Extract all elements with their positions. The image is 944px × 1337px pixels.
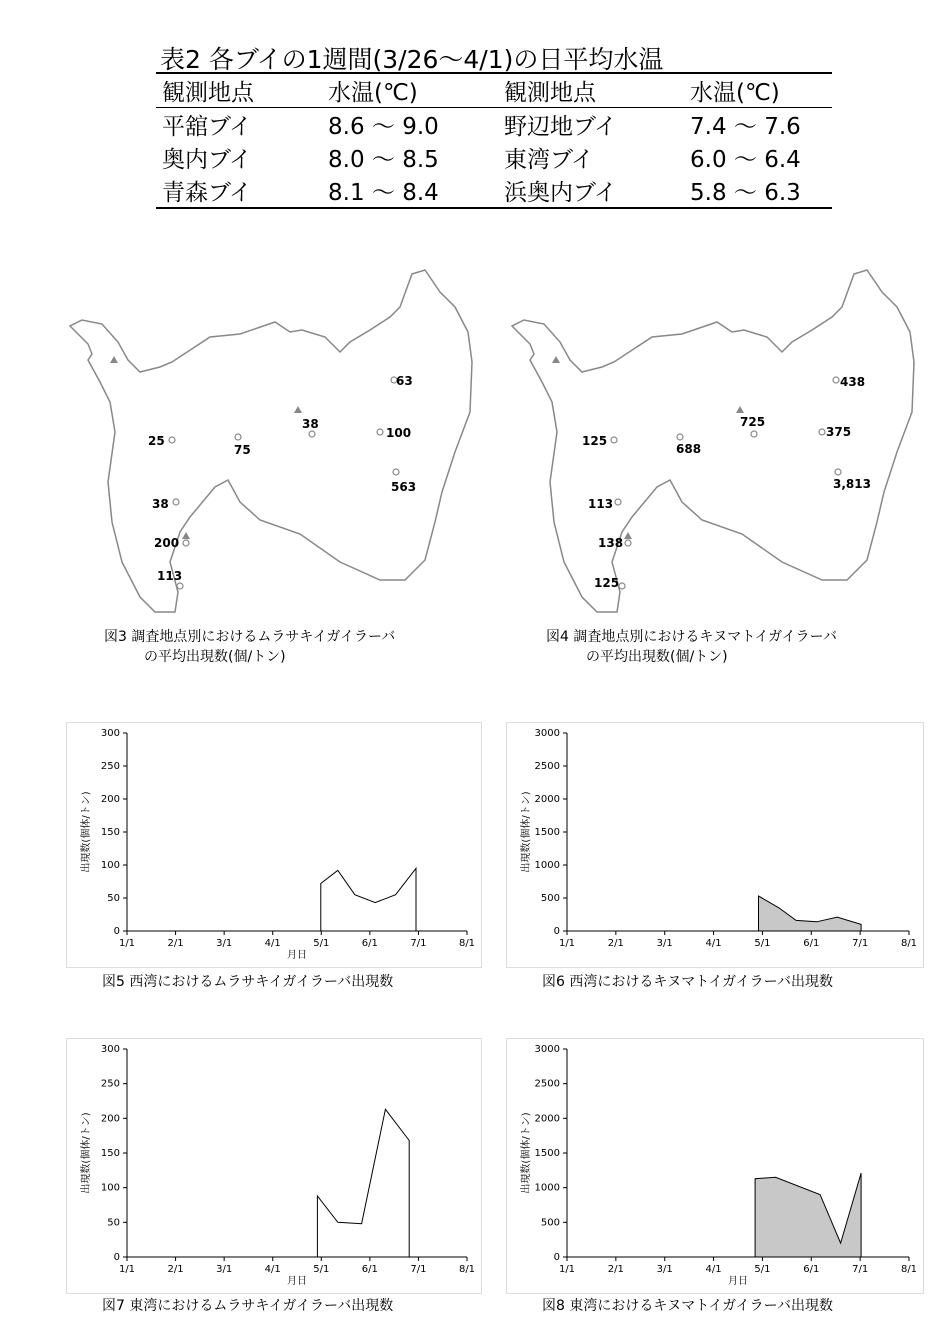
x-tick-label: 7/1 [410,1264,427,1275]
map-label: 25 [148,434,165,448]
series-area [317,1109,409,1257]
x-tick-label: 3/1 [216,938,233,949]
map-label: 113 [157,569,183,583]
table-cell: 8.1 〜 8.4 [328,180,439,206]
buoy-marker [552,356,560,363]
map-label: 725 [740,415,766,429]
x-tick-label: 8/1 [458,938,476,949]
y-tick-label: 2500 [534,761,560,772]
bay-map-3 [60,262,490,620]
chart-caption-6: 図6 西湾におけるキヌマトイガイラーバ出現数 [542,974,833,990]
map-label: 38 [152,497,169,511]
table-cell: 7.4 〜 7.6 [690,114,801,140]
x-tick-label: 5/1 [754,938,771,949]
caption-line: 図4 調査地点別におけるキヌマトイガイラーバ [546,629,837,645]
x-tick-label: 7/1 [410,938,427,949]
chart-fig7 [66,1038,482,1294]
map-figure-4 [502,262,932,620]
x-tick-label: 2/1 [167,1264,184,1275]
y-tick-label: 150 [100,1148,120,1159]
x-tick-label: 1/1 [558,1264,576,1275]
table-title: 表2 各ブイの1週間(3/26〜4/1)の日平均水温 [160,45,664,74]
table-cell: 5.8 〜 6.3 [690,180,801,206]
table-cell: 奥内ブイ [162,147,252,173]
header-temp-1: 水温(℃) [328,80,418,106]
x-tick-label: 6/1 [361,938,378,949]
x-tick-label: 8/1 [900,938,918,949]
caption-line: の平均出現数(個/トン) [144,649,286,665]
chart-caption-7: 図7 東湾におけるムラサキイガイラーバ出現数 [102,1298,394,1314]
x-tick-label: 3/1 [656,938,673,949]
x-tick-label: 4/1 [264,1264,281,1275]
chart-fig5 [66,722,482,968]
series-area [321,868,416,931]
chart-svg [507,723,923,967]
x-tick-label: 1/1 [118,1264,136,1275]
header-station-2: 観測地点 [504,80,596,106]
table-row [156,174,832,208]
header-station-1: 観測地点 [162,80,254,106]
map-caption-3 [104,627,395,667]
y-axis-label: 出現数(個体/トン) [521,791,532,873]
x-tick-label: 5/1 [754,1264,771,1275]
x-axis-label: 月日 [728,1276,748,1287]
map-label: 200 [154,536,180,550]
y-tick-label: 3000 [534,1044,560,1055]
series-area [759,896,862,931]
y-tick-label: 2500 [534,1078,560,1090]
table-cell: 6.0 〜 6.4 [690,147,801,173]
y-tick-label: 3000 [534,728,560,739]
y-tick-label: 50 [107,1217,120,1229]
map-label: 100 [386,426,412,440]
y-tick-label: 100 [100,860,120,871]
map-label: 138 [598,536,624,550]
y-tick-label: 1000 [534,860,560,871]
y-tick-label: 200 [100,1113,120,1125]
y-tick-label: 0 [553,926,560,937]
y-tick-label: 300 [100,728,120,739]
bay-map-4 [502,262,932,620]
x-tick-label: 2/1 [607,938,624,949]
x-axis-label: 月日 [287,950,307,961]
table-cell: 青森ブイ [162,180,252,206]
map-label: 63 [396,374,413,388]
chart-svg [507,1039,923,1293]
chart-caption-5: 図5 西湾におけるムラサキイガイラーバ出現数 [102,974,394,990]
series-area [755,1173,861,1257]
chart-caption-8: 図8 東湾におけるキヌマトイガイラーバ出現数 [542,1298,833,1314]
map-label: 688 [676,442,702,456]
table-cell: 野辺地ブイ [504,114,617,140]
table-cell: 8.6 〜 9.0 [328,114,439,140]
table-cell: 平舘ブイ [162,114,252,140]
y-tick-label: 1500 [534,1148,560,1159]
y-axis-label: 出現数(個体/トン) [81,791,92,873]
map-label: 3,813 [833,477,871,491]
table-cell: 東湾ブイ [504,147,594,173]
table-row [156,108,832,142]
y-tick-label: 1000 [534,1182,560,1194]
y-tick-label: 50 [107,893,120,904]
coastline [512,270,914,612]
chart-svg [67,723,481,967]
y-tick-label: 250 [100,1078,120,1090]
y-tick-label: 250 [100,761,120,772]
y-tick-label: 200 [100,794,120,805]
map-label: 438 [840,375,866,389]
x-tick-label: 3/1 [216,1264,233,1275]
map-label: 125 [594,576,620,590]
map-label: 125 [582,434,608,448]
buoy-marker [182,532,190,539]
chart-fig8 [506,1038,924,1294]
y-tick-label: 0 [113,926,120,937]
water-temperature-table [156,72,832,209]
y-tick-label: 100 [100,1182,120,1194]
x-tick-label: 8/1 [458,1264,476,1275]
x-tick-label: 7/1 [852,1264,869,1275]
y-tick-label: 2000 [534,1113,560,1125]
x-tick-label: 2/1 [167,938,184,949]
x-tick-label: 4/1 [705,1264,722,1275]
x-axis-label: 月日 [287,1276,307,1287]
y-tick-label: 500 [540,1217,560,1229]
x-tick-label: 1/1 [558,938,576,949]
buoy-marker [736,406,744,413]
x-tick-label: 6/1 [803,938,820,949]
map-label: 75 [234,443,251,457]
y-tick-label: 500 [540,893,560,904]
buoy-marker [624,532,632,539]
table-cell: 浜奥内ブイ [504,180,617,206]
x-tick-label: 6/1 [803,1264,820,1275]
x-tick-label: 2/1 [607,1264,624,1275]
x-tick-label: 5/1 [313,1264,330,1275]
x-tick-label: 3/1 [656,1264,673,1275]
y-tick-label: 150 [100,827,120,838]
x-tick-label: 5/1 [313,938,330,949]
x-tick-label: 4/1 [264,938,281,949]
y-axis-label: 出現数(個体/トン) [521,1112,532,1194]
map-label: 375 [826,425,852,439]
y-tick-label: 2000 [534,794,560,805]
caption-line: 図3 調査地点別におけるムラサキイガイラーバ [104,629,396,645]
x-tick-label: 6/1 [361,1264,378,1275]
map-caption-4 [546,627,837,667]
table-cell: 8.0 〜 8.5 [328,147,439,173]
y-tick-label: 0 [553,1252,560,1263]
map-label: 563 [391,480,417,494]
map-label: 113 [588,497,614,511]
chart-fig6 [506,722,924,968]
x-tick-label: 8/1 [900,1264,918,1275]
y-tick-label: 0 [113,1252,120,1263]
x-tick-label: 4/1 [705,938,722,949]
buoy-marker [110,356,118,363]
caption-line: の平均出現数(個/トン) [586,649,728,665]
x-tick-label: 1/1 [118,938,136,949]
y-tick-label: 1500 [534,827,560,838]
map-label: 38 [302,417,319,431]
table-header-row [156,73,832,108]
table-row [156,141,832,174]
x-tick-label: 7/1 [852,938,869,949]
header-temp-2: 水温(℃) [690,80,780,106]
map-figure-3 [60,262,490,620]
coastline [70,270,472,612]
buoy-marker [294,406,302,413]
y-axis-label: 出現数(個体/トン) [81,1112,92,1194]
chart-svg [67,1039,481,1293]
y-tick-label: 300 [100,1044,120,1055]
